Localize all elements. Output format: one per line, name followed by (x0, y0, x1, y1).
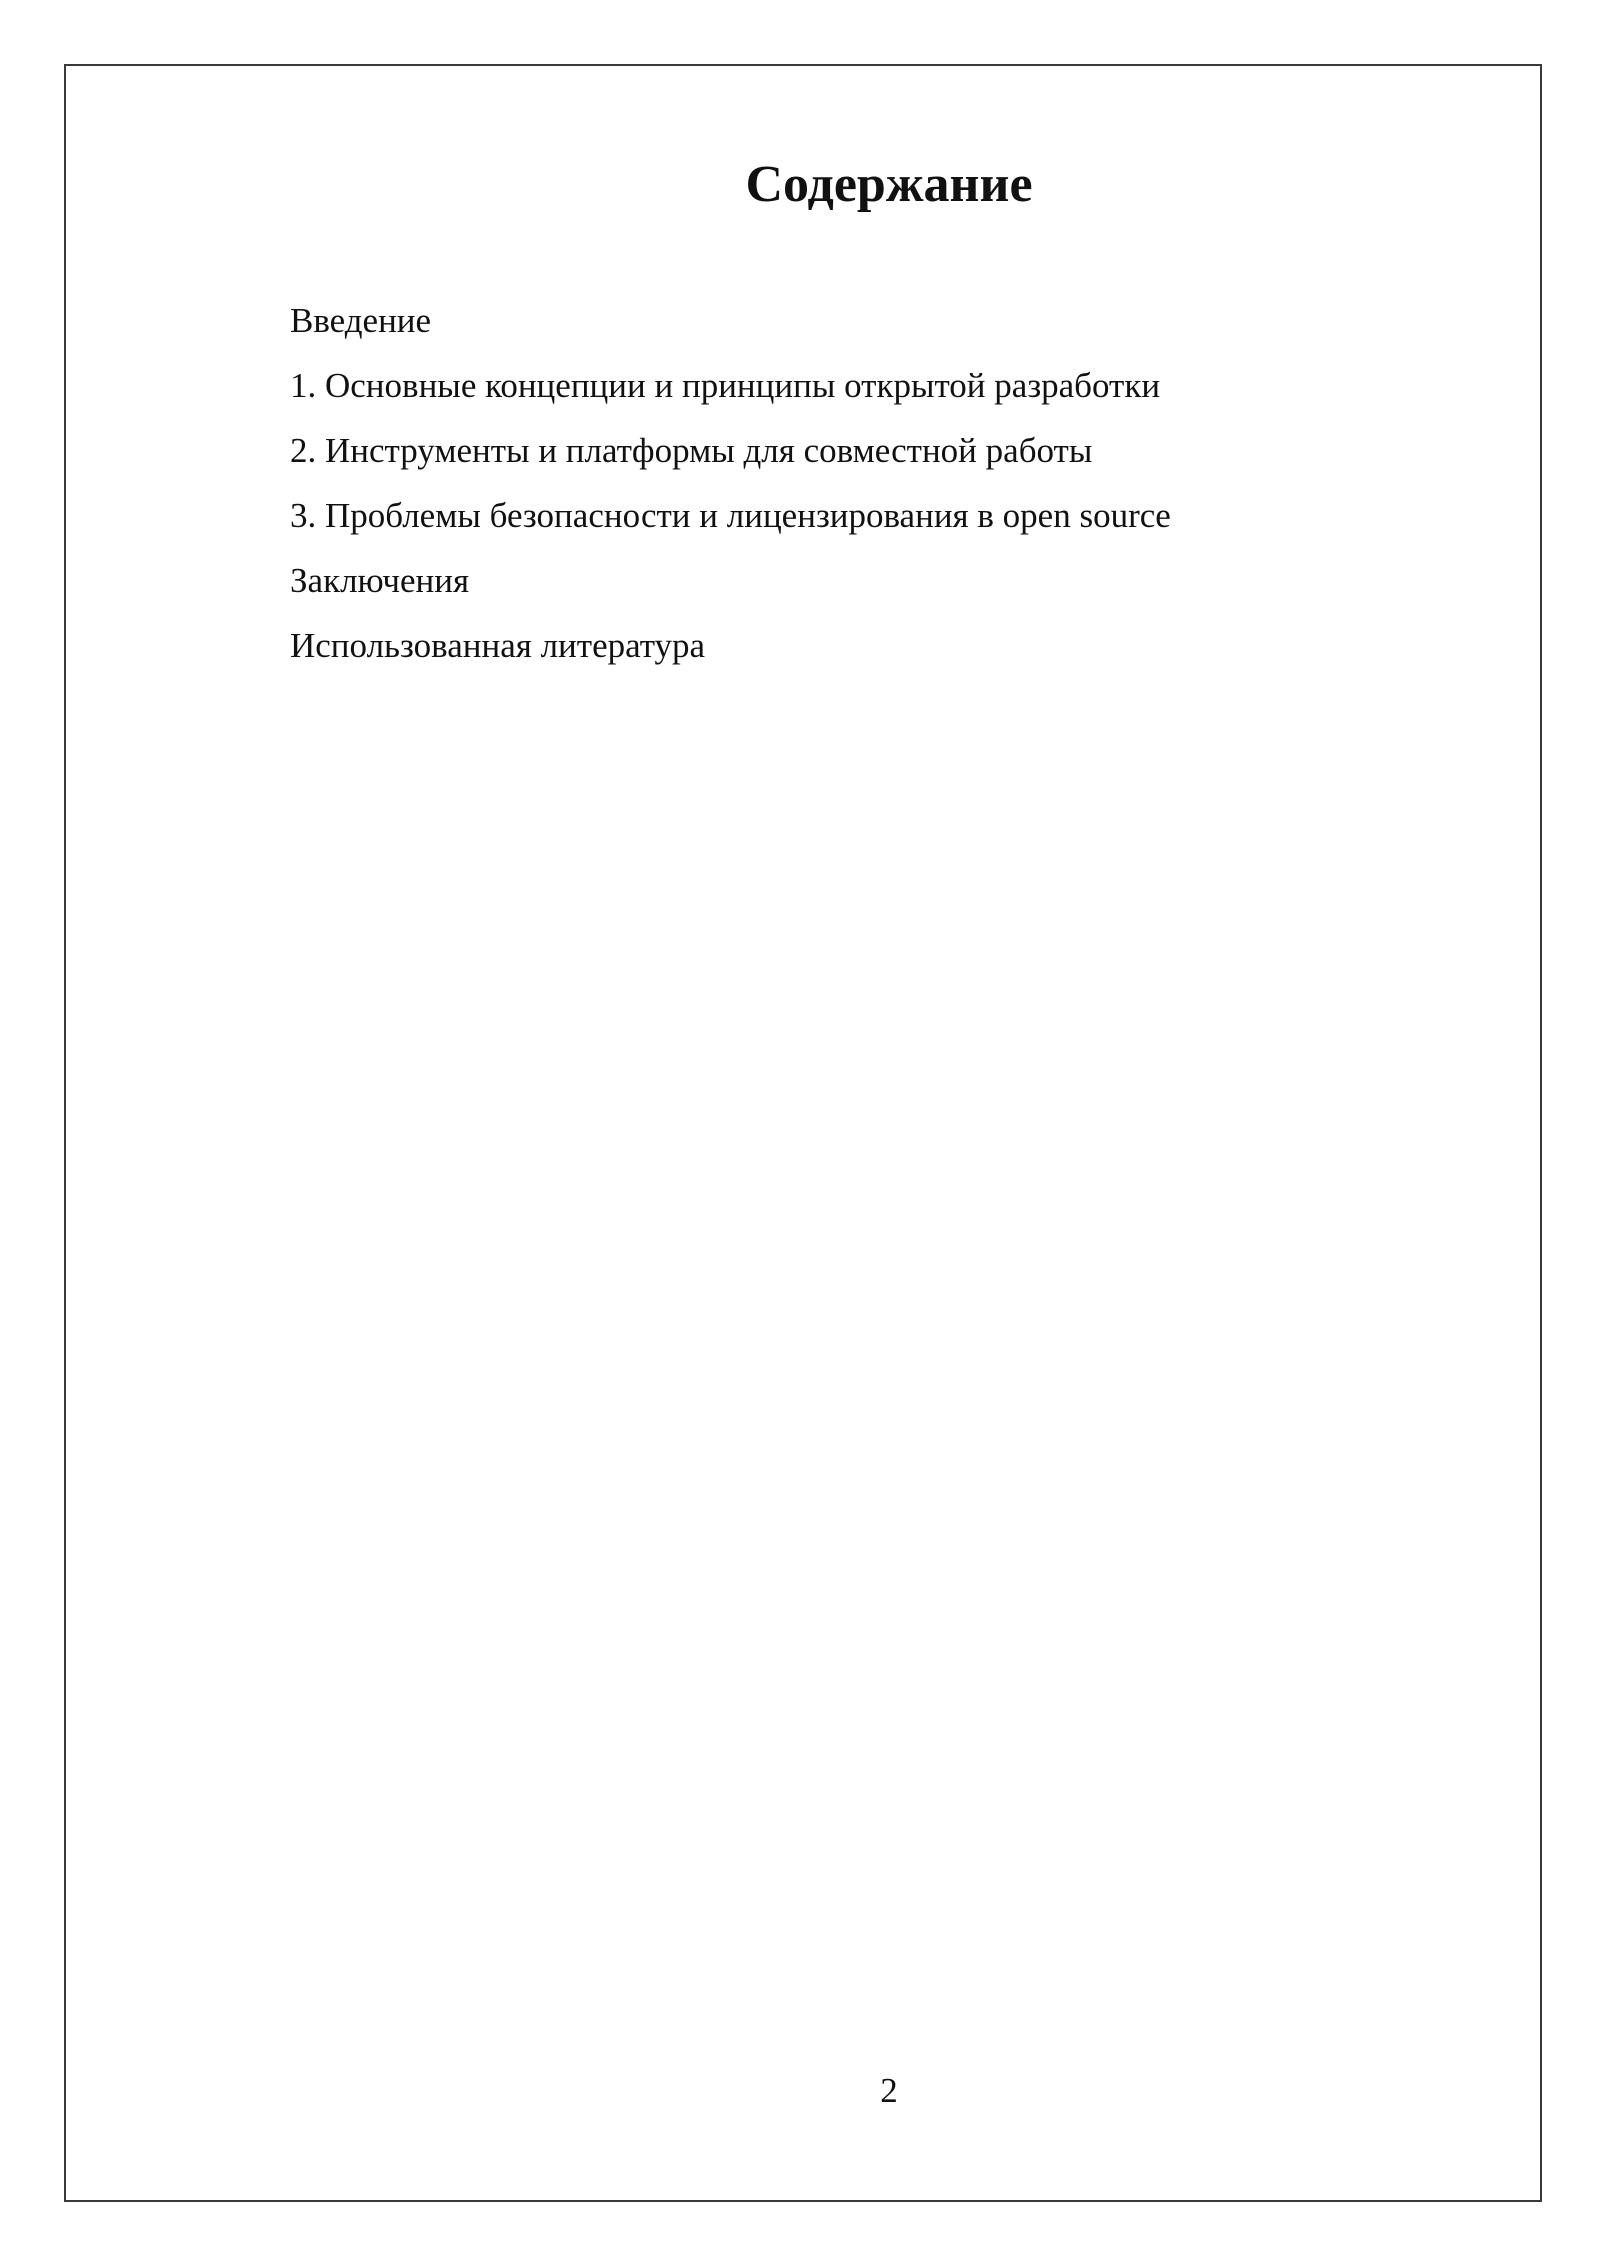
toc-item-chapter-3[interactable]: 3. Проблемы безопасности и лицензирования в open source (290, 496, 1171, 535)
table-of-contents (290, 288, 1171, 678)
toc-item-chapter-1[interactable]: 1. Основные концепции и принципы открытой разработки (290, 366, 1161, 405)
toc-item-references[interactable]: Использованная литература (290, 626, 706, 665)
toc-item-conclusion[interactable]: Заключения (290, 561, 470, 600)
toc-item-chapter-2[interactable]: 2. Инструменты и платформы для совместной работы (290, 431, 1093, 470)
page-title: Содержание (745, 156, 1033, 213)
page-number: 2 (880, 2071, 898, 2110)
toc-item-introduction[interactable]: Введение (290, 301, 432, 340)
